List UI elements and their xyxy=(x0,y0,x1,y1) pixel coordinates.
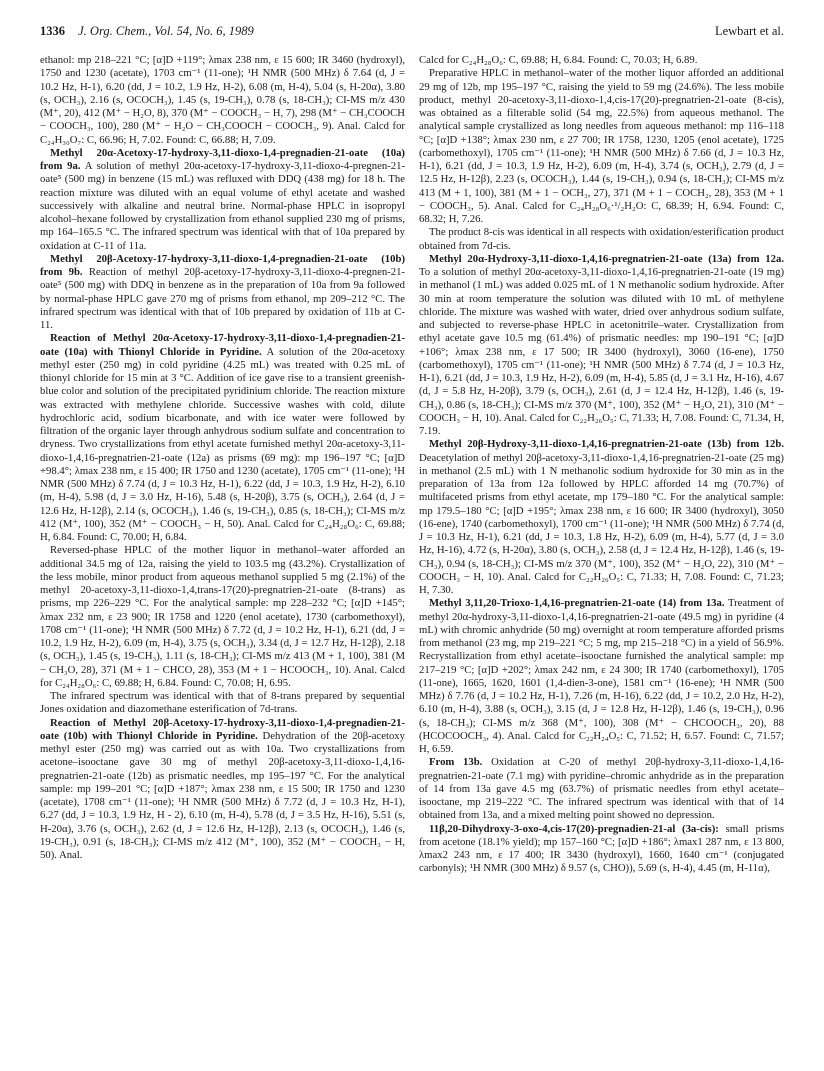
paragraph-heading: 11β,20-Dihydroxy-3-oxo-4,cis-17(20)-pregnadien-21-al (3a-cis): xyxy=(429,822,719,835)
paragraph-text: Oxidation at C-20 of methyl 20β-hydroxy-3,11-dioxo-1,4,16-pregnatrien-21-oate (7.1 mg) with pyridine–chromic anhydride as in the preparation of 14 from 13a gave 4.5 mg (63.7%) of prismatic needles from ethyl acetate–isooctane, mp 219–222 °C. The infrared spectrum was identical with that of 14 obtained from 13a, and a mixed melting point showed no depression. xyxy=(419,756,784,822)
paragraph-text: Deacetylation of methyl 20β-acetoxy-3,11-dioxo-1,4,16-pregnatrien-21-oate (25 mg) in methanol (2.5 mL) with 1 N methanolic sodium hydroxide for 30 min as in the preparation of 13a from 12a followed by HPLC afforded 14 mg (70.7%) of multifaceted prisms from ethyl acetate, mp 179–180 °C. For the analytical sample: mp 179.5–180 °C; [α]D +195°; λmax 238 nm, ε 16 600; IR 3400 (hydroxyl), 3050 (16-ene), 1740 (carbomethoxyl), 1700 cm⁻¹ (11-one); ¹H NMR (500 MHz) δ 7.74 (d, J = 10.3 Hz, H-1), 6.21 (dd, J = 10.3, 1.8 Hz, H-2), 6.09 (m, H-4), 5.77 (d, J = 3.0 Hz, H-16), 4.72 (s, H-20α), 3.80 (s, OCH₃), 2.58 (d, J = 12.4 Hz, H-12β), 1.46 (s, 19-CH₃), 0.94 (s, 18-CH₃); CI-MS m/z 370 (M⁺, 100), 352 (M⁺ − H₂O, 22), 310 (M⁺ − COOCH₃ − H, 10). Anal. Calcd for C₂₂H₂₆O₅: C, 71.33; H, 7.08. Found: C, 71.23; H, 7.30. xyxy=(419,451,784,596)
paragraph-heading: Methyl 3,11,20-Trioxo-1,4,16-pregnatrien-21-oate (14) from 13a. xyxy=(429,597,725,610)
paragraph-heading: Methyl 20α-Hydroxy-3,11-dioxo-1,4,16-pregnatrien-21-oate (13a) from 12a. xyxy=(429,252,784,265)
paragraph xyxy=(40,717,405,863)
right-column xyxy=(419,54,784,1054)
paragraph-heading: Reaction of Methyl 20β-Acetoxy-17-hydroxy-3,11-dioxo-1,4-pregnadien-21-oate (10b) with Thionyl Chloride in Pyridine. xyxy=(40,716,405,742)
running-author: Lewbart et al. xyxy=(714,24,784,38)
paragraph-text: A solution of methyl 20α-acetoxy-17-hydroxy-3,11-dioxo-4-pregnen-21-oate⁵ (500 mg) in benzene (15 mL) was refluxed with DDQ (438 mg) for 18 h. The reaction mixture was diluted with an equal volume of ethyl acetate and washed successively with alkaline and neutral brine. Normal-phase HPLC in isopropyl alcohol–hexane followed by crystallization from ethanol supplied 230 mg of prisms, mp 164–165.5 °C. The infrared spectrum was identical with that of 10a prepared by oxidation at C-11 of 11a. xyxy=(40,160,405,252)
page-header xyxy=(40,24,784,42)
paragraph-heading: Reaction of Methyl 20α-Acetoxy-17-hydroxy-3,11-dioxo-1,4-pregnadien-21-oate (10a) with Thionyl Chloride in Pyridine. xyxy=(40,332,405,358)
paragraph-text: Reaction of methyl 20β-acetoxy-17-hydroxy-3,11-dioxo-4-pregnen-21-oate⁵ (500 mg) with DDQ in benzene as in the preparation of 10a from 9a followed by normal-phase HPLC gave 270 mg of prisms from ethanol, mp 209–212 °C. The infrared spectrum was identical with that of 10b prepared by oxidation of 11b at C-11. xyxy=(40,266,405,331)
paragraph-continuation xyxy=(40,54,405,147)
paragraph xyxy=(419,756,784,822)
paragraph-text: small prisms from acetone (18.1% yield); mp 157–160 °C; [α]D +186°; λmax1 287 nm, ε 13 800, λmax2 243 nm, ε 17 400; IR 3430 (hydroxyl), 1660, 1640 cm⁻¹ (conjugated carbonyls); ¹H NMR (300 MHz) δ 9.57 (s, CHO)), 5.69 (s, H-4), 4.45 (m, H-11α), xyxy=(419,822,784,875)
paragraph-continuation xyxy=(419,54,784,67)
paragraph-heading: Methyl 20β-Acetoxy-17-hydroxy-3,11-dioxo-1,4-pregnadien-21-oate (10b) from 9b. xyxy=(40,252,405,278)
paragraph xyxy=(419,253,784,439)
paragraph-text: A solution of the 20α-acetoxy methyl ester (250 mg) in cold pyridine (4.25 mL) was treated with 0.25 mL of thionyl chloride for 15 min at 3 °C. Addition of ice gave rise to a transient greenish-blue color and solution of the precipitated pyridinium chloride. The reaction mixture was extracted with methylene chloride. Successive washes with cold, dilute hydrochloric acid, sodium bicarbonate, and with ice water were followed by filtration of the organic layer through anhydrous sodium sulfate and concentration to dryness. Two crystallizations from ethyl acetate furnished methyl 20α-acetoxy-3,11-dioxo-1,4,16-pregnatrien-21-oate (12a) as prisms (69 mg): mp 196–197 °C; [α]D +98.4°; λmax 238 nm, ε 15 400; IR 1750 and 1230 (acetate), 1705 cm⁻¹ (11-one); ¹H NMR (500 MHz) δ 7.74 (d, J = 10.3 Hz, H-1), 6.22 (dd, J = 10.3, 1.9 Hz, H-2), 6.10 (m, H-4), 5.98 (d, J = 3.0 Hz, H-16), 5.48 (s, H-20β), 3.75 (s, OCH₃), 2.64 (d, J = 12.6 Hz, H-12β), 2.14 (s, OCOCH₃), 1.46 (s, 19-CH₃), 0.85 (s, 18-CH₃); CI-MS m/z 412 (M⁺, 100), 352 (M⁺ − COOCH₃ − H, 50). Anal. Calcd for C₂₄H₂₈O₆: C, 69.88; H, 6.84. Found: C, 70.00; H, 6.84. xyxy=(40,345,405,543)
header-left xyxy=(40,24,254,39)
paragraph-text: Treatment of methyl 20α-hydroxy-3,11-dioxo-1,4,16-pregnatrien-21-oate (49.5 mg) in pyridine (4 mL) with chromic anhydride (50 mg) overnight at room temperature afforded prisms from methanol (23 mg, mp 219–221 °C; 5 mg, mp 215–218 °C) in a yield of 56.9%. Recrystallization from ethyl acetate–isooctane furnished the analytical sample: mp 217–219 °C; [α]D +202°; λmax 242 nm, ε 24 300; IR 1740 (carbomethoxyl), 1705 (11-one), 1665, 1620, 1601 (1,4-dien-3-one), 1581 cm⁻¹ (16-ene); ¹H NMR (500 MHz) δ 7.76 (d, J = 10.2 Hz, H-1), 7.26 (m, H-16), 6.22 (dd, J = 10.2, 2.0 Hz, H-2), 6.10 (m, H-4), 3.88 (s, OCH₃), 3.15 (d, J = 12.8 Hz, H-12β), 1.46 (s, 19-CH₃), 0.96 (s, 18-CH₃); CI-MS m/z 368 (M⁺, 100), 308 (M⁺ − CHCOOCH₃, 20), 88 (HCOCOOCH₃, 4). Anal. Calcd for C₂₂H₂₄O₅: C, 71.52; H, 6.57. Found: C, 71.57; H, 6.59. xyxy=(419,597,784,755)
paragraph xyxy=(40,690,405,717)
paragraph-text: Reversed-phase HPLC of the mother liquor in methanol–water afforded an additional 34.5 mg of 12a, raising the yield to 103.5 mg (43.2%). Crystallization of the less mobile, minor product from aqueous methanol supplied 5 mg (2.1%) of the methyl 20-acetoxy-3,11-dioxo-1,4,trans-17(20)-pregnatrien-21-oate (8-trans) as prisms, mp 226–229 °C. For the analytical sample: mp 228–232 °C; [α]D +145°; λmax 232 nm, ε 23 900; IR 1758 and 1220 (enol acetate), 1730 (carbomethoxyl), 1708 cm⁻¹ (11-one); ¹H NMR (500 MHz) δ 7.72 (d, J = 10.2 Hz, H-1), 6.21 (dd, J = 10.2, 1.9 Hz, H-2), 6.09 (m, H-4), 3.75 (s, OCH₃), 3.34 (d, J = 12.7 Hz, H-12β), 2.18 (s, OCH₃), 1.45 (s, 19-CH₃), 1.11 (s, 18-CH₃); CI-MS m/z 413 (M + 1, 100), 381 (M − CH₃O, 28), 371 (M + 1 − CHCO, 28), 353 (M + 1 − HCOOCH₃, 10). Anal. Calcd for C₂₄H₂₈O₆: C, 69.88; H, 6.84. Found: C, 70.08; H, 6.95. xyxy=(40,544,405,689)
paragraph xyxy=(40,147,405,253)
paragraph-heading: Methyl 20β-Hydroxy-3,11-dioxo-1,4,16-pregnatrien-21-oate (13b) from 12b. xyxy=(429,438,784,451)
paragraph xyxy=(40,332,405,544)
paragraph xyxy=(419,823,784,876)
paragraph xyxy=(40,253,405,333)
paragraph-text: Calcd for C₂₄H₂₈O₆: C, 69.88; H, 6.84. Found: C, 70.03; H, 6.89. xyxy=(419,54,698,66)
paragraph-heading: Methyl 20α-Acetoxy-17-hydroxy-3,11-dioxo-1,4-pregnadien-21-oate (10a) from 9a. xyxy=(40,146,405,172)
paragraph xyxy=(419,438,784,597)
paragraph-text: Dehydration of the 20β-acetoxy methyl ester (250 mg) was carried out as with 10a. Two crystallizations from acetone–isooctane gave 30 mg of methyl 20β-acetoxy-3,11-dioxo-1,4,16-pregnatrien-21-oate (12b) as prismatic needles, mp 195–197 °C. For the analytical sample: mp 199–201 °C; [α]D +187°; λmax 238 nm, ε 15 500; IR 1750 and 1230 (acetate), 1708 cm⁻¹ (11-one); ¹H NMR (500 MHz) δ 7.72 (d, J = 10.3 Hz, H-1), 6.27 (dd, J = 10.3, 1.9 Hz, H - 2), 6.10 (m, H-4), 5.78 (d, J = 3.5 Hz, H-16), 5.51 (s, H-20α), 3.76 (s, OCH₃), 2.62 (d, J = 12.6 Hz, H-12β), 2.13 (s, OCOCH₃), 1.46 (s, 19-CH₃), 0.91 (s, 18-CH₃); CI-MS m/z 412 (M⁺, 100), 352 (M⁺ − COOCH₃ − H, 50). Anal. xyxy=(40,729,405,861)
paragraph-text: To a solution of methyl 20α-acetoxy-3,11-dioxo-1,4,16-pregnatrien-21-oate (19 mg) in methanol (1 mL) was added 0.025 mL of 1 N methanolic sodium hydroxide. After 30 min at room temperature the solution was diluted with 10 mL of methylene chloride. The mixture was washed with water, dried over anhydrous sodium sulfate, and subjected to reverse-phase HPLC in acetonitrile–water. Crystallization from ethyl acetate gave 10.5 mg (61.4%) of prismatic needles: mp 190–191 °C; [α]D +106°; λmax 238 nm, ε 17 500; IR 3400 (hydroxyl), 3060 (16-ene), 1750 (carbomethoxyl), 1705 cm⁻¹ (11-one); ¹H NMR (500 MHz) δ 7.74 (d, J = 10.3 Hz, H-1), 6.21 (dd, J = 10.3, 1.9 Hz, H-2), 6.09 (m, H-4), 5.85 (d, J = 3.1 Hz, H-16), 4.67 (d, J = 5.8 Hz, H-20β), 3.79 (s, OCH₃), 2.61 (d, J = 12.4 Hz, H-12β), 1.46 (s, 19-CH₃), 0.86 (s, 18-CH₃); CI-MS m/z 370 (M⁺, 100), 352 (M⁺ − H₂O, 21), 310 (M⁺ − COOCH₃ − H, 10). Anal. Calcd for C₂₂H₂₆O₅: C, 71.33; H, 7.08. Found: C, 71.34, H, 7.19. xyxy=(419,266,784,437)
paragraph xyxy=(419,597,784,756)
paragraph-text: ethanol: mp 218–221 °C; [α]D +119°; λmax 238 nm, ε 15 600; IR 3460 (hydroxyl), 1750 and 1230 (acetate), 1703 cm⁻¹ (11-one); ¹H NMR (500 MHz) δ 7.64 (d, J = 10.2 Hz, H-1), 6.20 (dd, J = 10.2, 1.9 Hz, H-2), 6.08 (m, H-4), 5.04 (s, H-20α), 3.80 (s, OCH₃), 2.16 (s, OCOCH₃), 1.45 (s, 19-CH₃), 0.78 (s, 18-CH₃); CI-MS m/z 430 (M⁺, 20), 412 (M⁺ − H₂O, 8), 370 (M⁺ − COOCH₃ − H, 7), 298 (M⁺ − CH₃COOCH − COOCH₃, 100), 280 (M⁺ − H₂O − CH₃COOCH − COOCH₃, 9). Anal. Calcd for C₂₄H₃₀O₇: C, 66.96; H, 7.02. Found: C, 66.88; H, 7.09. xyxy=(40,54,405,146)
paragraph-text: The product 8-cis was identical in all respects with oxidation/esterification product obtained from 7d-cis. xyxy=(419,226,784,252)
page-number: 1336 xyxy=(40,24,65,38)
paragraph xyxy=(419,67,784,226)
paragraph xyxy=(40,544,405,690)
journal-citation: J. Org. Chem., Vol. 54, No. 6, 1989 xyxy=(78,24,254,38)
left-column xyxy=(40,54,405,1054)
paragraph xyxy=(419,226,784,253)
paragraph-heading: From 13b. xyxy=(429,756,483,769)
paragraph-text: The infrared spectrum was identical with that of 8-trans prepared by sequential Jones oxidation and diazomethane esterification of 7d-trans. xyxy=(40,690,405,716)
paragraph-text: Preparative HPLC in methanol–water of the mother liquor afforded an additional 29 mg of 12b, mp 195–197 °C, raising the yield to 59 mg (24.6%). The less mobile product, methyl 20-acetoxy-3,11-dioxo-1,4,cis-17(20)-pregnatrien-21-oate (8-cis), was obtained as a filterable solid (54 mg, 22.5%) from aqueous methanol. The analytical sample crystallized as long needles from aqueous methanol: mp 116–118 °C; [α]D +138°; λmax 230 nm, ε 27 700; IR 1758, 1230, 1205 (enol acetate), 1725 (carbomethoxyl), 1705 cm⁻¹ (11-one); ¹H NMR (500 MHz) δ 7.66 (d, J = 10.3 Hz, H-1), 6.21 (dd, J = 10.3, 1.9 Hz, H-2), 6.09 (m, H-4), 3.74 (s, OCH₃), 2.79 (d, J = 12.5 Hz, H-12β), 2.23 (s, OCOCH₃), 1.44 (s, 19-CH₃), 0.94 (s, 18-CH₃); CI-MS m/z 413 (M + 1, 100), 381 (M + 1 − OCH₃, 27), 371 (M + 1 − COCH₂, 28), 353 (M + 1 − COOCH₃, 5). Anal. Calcd for C₂₄H₂₈O₆·¹/₂H₂O: C, 68.39; H, 6.94. Found: C, 68.32; H, 7.26. xyxy=(419,67,784,225)
